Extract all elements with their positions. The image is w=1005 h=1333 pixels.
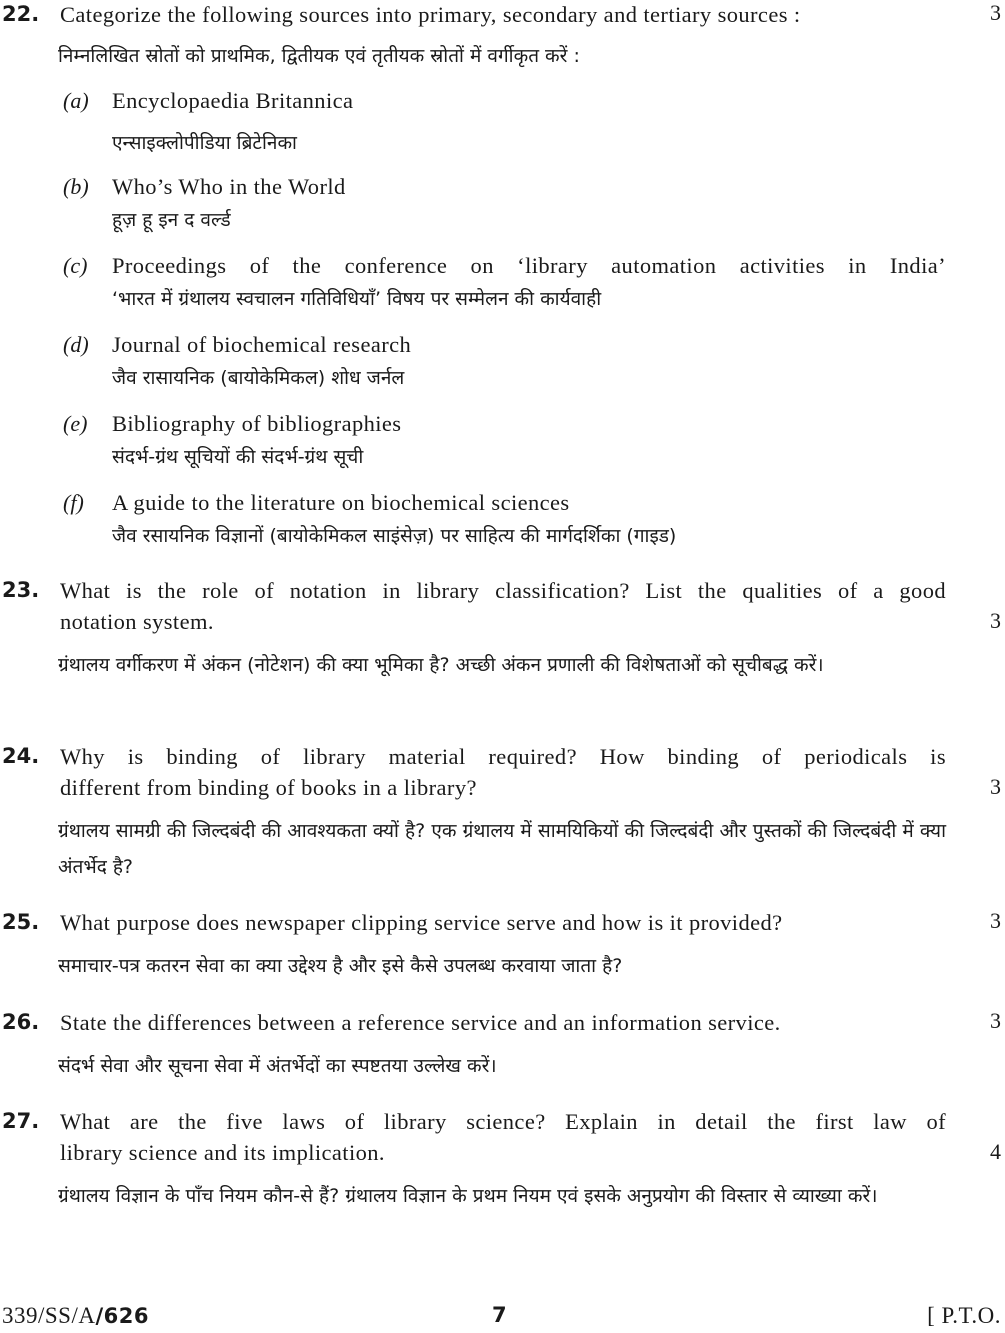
question-hindi-text: ग्रंथालय वर्गीकरण में अंकन (नोटेशन) की क्या भूमिका है? अच्छी अंकन प्रणाली की विशेषताओं को सूचीबद्ध करें। xyxy=(58,654,824,676)
sub-question-english: Journal of biochemical research xyxy=(112,332,412,357)
question-marks: 3 xyxy=(990,774,1001,799)
question-english-line-2: library science and its implication. xyxy=(60,1140,385,1165)
sub-question-hindi: हूज़ हू इन द वर्ल्ड xyxy=(112,209,231,231)
sub-question-hindi: ‘भारत में ग्रंथालय स्वचालन गतिविधियाँ’ विषय पर सम्मेलन की कार्यवाही xyxy=(112,288,602,310)
question-english-line-2: different from binding of books in a library? xyxy=(60,775,477,800)
question-english-text: Categorize the following sources into primary, secondary and tertiary sources : xyxy=(60,2,801,27)
question-hindi-text: ग्रंथालय विज्ञान के पाँच नियम कौन-से हैं? ग्रंथालय विज्ञान के प्रथम नियम एवं इसके अनुप्रयोग की विस्तार से व्याख्या करें। xyxy=(58,1185,878,1207)
question-english-line-1: Why is binding of library material required? How binding of periodicals is xyxy=(60,744,946,769)
question-hindi-text: संदर्भ सेवा और सूचना सेवा में अंतर्भेदों का स्पष्टतया उल्लेख करें। xyxy=(58,1055,497,1077)
sub-question-label: (b) xyxy=(63,174,89,199)
question-english-line-1: What is the role of notation in library classification? List the qualities of a good xyxy=(60,578,946,603)
question-marks: 4 xyxy=(990,1139,1001,1164)
question-number: 25. xyxy=(2,910,40,934)
sub-question-english: Who’s Who in the World xyxy=(112,174,346,199)
question-number: 22. xyxy=(2,2,40,26)
question-hindi-text: समाचार-पत्र कतरन सेवा का क्या उद्देश्य है और इसे कैसे उपलब्ध करवाया जाता है? xyxy=(58,955,623,977)
sub-question-label: (e) xyxy=(63,411,88,436)
question-number: 27. xyxy=(2,1109,40,1133)
question-hindi-text: ग्रंथालय सामग्री की जिल्दबंदी की आवश्यकता क्यों है? एक ग्रंथालय में सामयिकियों की जिल्दबंदी और पुस्तकों की जिल्दबंदी में क्या अंतर्भेद है? xyxy=(58,820,946,878)
question-marks: 3 xyxy=(990,1008,1001,1033)
sub-question-label: (f) xyxy=(63,490,84,515)
question-english-line-1: What are the five laws of library science? Explain in detail the first law of xyxy=(60,1109,946,1134)
sub-question-english: Proceedings of the conference on ‘library automation activities in India’ xyxy=(112,253,946,278)
question-marks: 3 xyxy=(990,608,1001,633)
question-english-text: State the differences between a reference service and an information service. xyxy=(60,1010,781,1035)
page-number: 7 xyxy=(492,1303,507,1327)
paper-code-prefix: 339/SS/A xyxy=(2,1303,96,1328)
question-hindi-text: निम्नलिखित स्रोतों को प्राथमिक, द्वितीयक एवं तृतीयक स्रोतों में वर्गीकृत करें : xyxy=(58,45,580,67)
page-footer xyxy=(0,1303,1005,1333)
question-english-line-2: notation system. xyxy=(60,609,214,634)
sub-question-hindi: संदर्भ-ग्रंथ सूचियों की संदर्भ-ग्रंथ सूची xyxy=(112,446,364,468)
paper-code xyxy=(2,1303,149,1329)
question-number: 26. xyxy=(2,1010,40,1034)
question-number: 24. xyxy=(2,744,40,768)
sub-question-hindi: एन्साइक्लोपीडिया ब्रिटेनिका xyxy=(112,132,297,154)
question-number: 23. xyxy=(2,578,40,602)
sub-question-hindi: जैव रसायनिक विज्ञानों (बायोकेमिकल साइंसेज़) पर साहित्य की मार्गदर्शिका (गाइड) xyxy=(112,525,677,547)
sub-question-english: Bibliography of bibliographies xyxy=(112,411,402,436)
please-turn-over: [ P.T.O. xyxy=(927,1303,1001,1328)
sub-question-english: Encyclopaedia Britannica xyxy=(112,88,354,113)
paper-code-suffix: /626 xyxy=(95,1304,149,1328)
sub-question-label: (c) xyxy=(63,253,88,278)
sub-question-label: (d) xyxy=(63,332,89,357)
question-marks: 3 xyxy=(990,0,1001,25)
sub-question-label: (a) xyxy=(63,88,89,113)
sub-question-hindi: जैव रासायनिक (बायोकेमिकल) शोध जर्नल xyxy=(112,367,405,389)
sub-question-english: A guide to the literature on biochemical sciences xyxy=(112,490,570,515)
question-english-text: What purpose does newspaper clipping service serve and how is it provided? xyxy=(60,910,783,935)
question-marks: 3 xyxy=(990,908,1001,933)
